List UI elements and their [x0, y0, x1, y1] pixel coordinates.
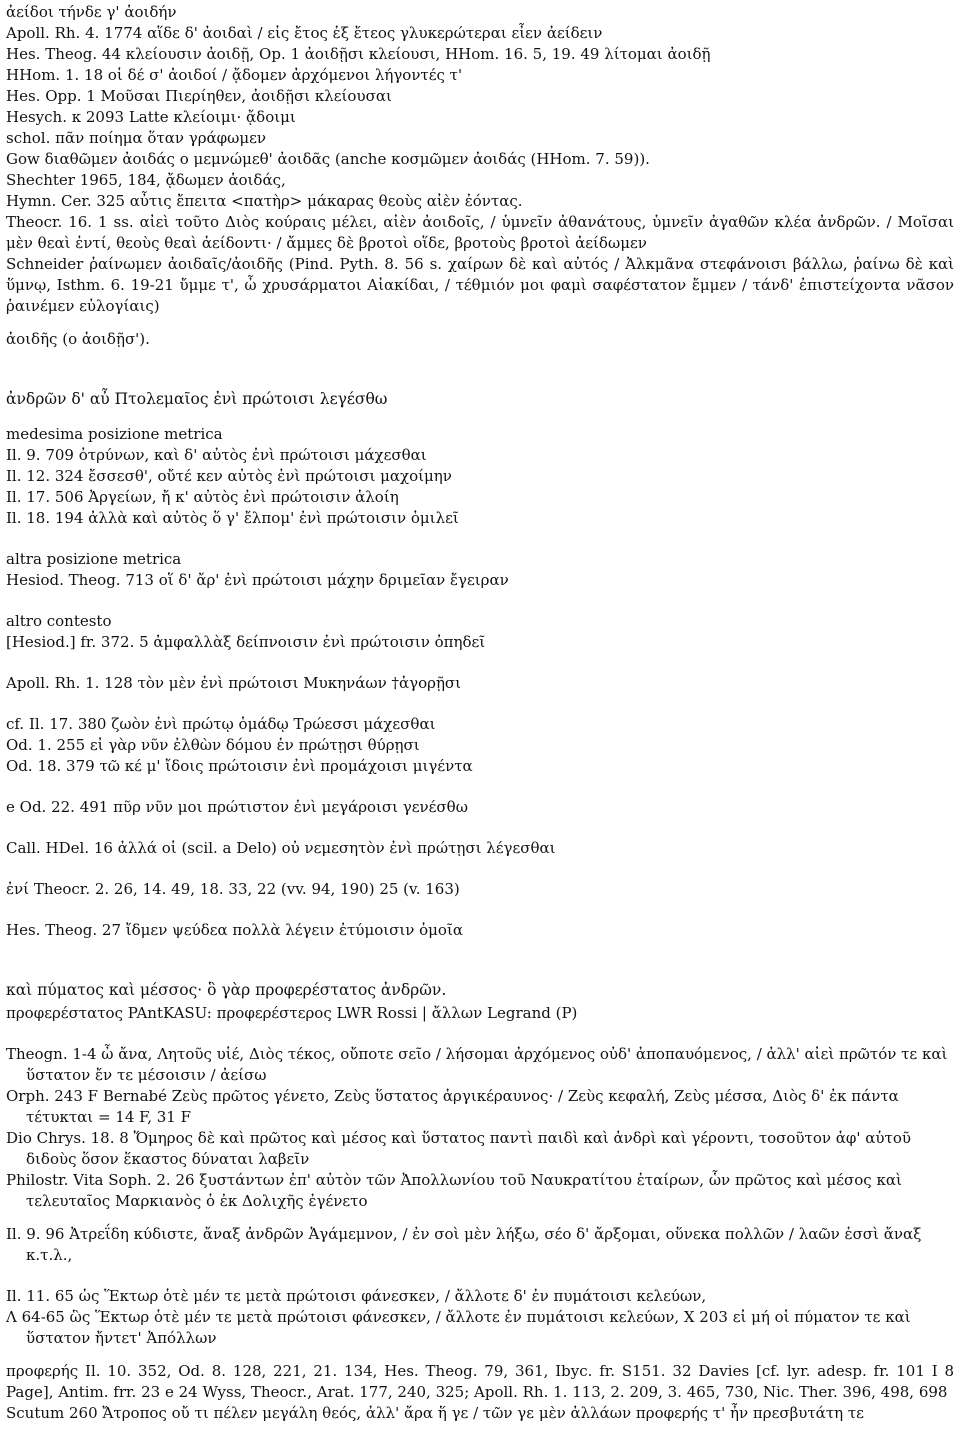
- citation-line: Od. 18. 379 τῶ κέ μ' ἴδοις πρώτοισιν ἐνὶ προμάχοισι μιγέντα: [6, 757, 473, 775]
- citation-line: Shechter 1965, 184, ᾄδωμεν ἀοιδάς,: [6, 171, 286, 189]
- citation-line: Hes. Theog. 44 κλείουσιν ἀοιδῇ, Op. 1 ἀοιδῇσι κλείουσι, HHom. 16. 5, 19. 49 λίτομαι ἀοιδῇ: [6, 45, 711, 63]
- citation-line: Apoll. Rh. 1. 128 τὸν μὲν ἐνὶ πρώτοισι Μυκηνάων †ἀγορῇσι: [6, 674, 462, 692]
- citation-line: cf. Il. 17. 380 ζωὸν ἐνὶ πρώτῳ ὁμάδῳ Τρώεσσι μάχεσθαι: [6, 715, 436, 733]
- citation-line: ἐνί Theocr. 2. 26, 14. 49, 18. 33, 22 (vv. 94, 190) 25 (v. 163): [6, 880, 460, 898]
- citation-paragraph: Theocr. 16. 1 ss. αἰεὶ τοῦτο Διὸς κούραις μέλει, αἰὲν ἀοιδοῖς, / ὑμνεῖν ἀθανάτους, ὑμνεῖν ἀγαθῶν κλέα ἀνδρῶν. / Μοῖσαι μὲν θεαὶ ἐντί, θεοὺς θεαὶ ἀείδοντι· / ἄμμες δὲ βροτοὶ οἵδε, βροτοὺς βροτοὶ ἀείδωμεν: [6, 213, 954, 252]
- section-label: altro contesto: [6, 612, 112, 630]
- citation-line: Apoll. Rh. 4. 1774 αἵδε δ' ἀοιδαὶ / εἰς ἔτος ἐξ ἔτεος γλυκερώτεραι εἶεν ἀείδειν: [6, 24, 603, 42]
- section-label: altra posizione metrica: [6, 550, 182, 568]
- lemma-line: ἀείδοι τήνδε γ' ἀοιδήν: [6, 3, 177, 21]
- citation-line: Il. 11. 65 ὡς Ἕκτωρ ὁτὲ μέν τε μετὰ πρώτοισι φάνεσκεν, / ἄλλοτε δ' ἐν πυμάτοισι κελεύων,: [6, 1287, 707, 1305]
- citation-line: Il. 9. 709 ὀτρύνων, καὶ δ' αὐτὸς ἐνὶ πρώτοισι μάχεσθαι: [6, 446, 427, 464]
- citation-paragraph: Philostr. Vita Soph. 2. 26 ξυστάντων ἐπ' αὐτὸν τῶν Ἀπολλωνίου τοῦ Ναυκρατίτου ἑταίρων, ὧν πρῶτος καὶ μέσος καὶ τελευταῖος Μαρκιανὸς ὁ ἐκ Δολιχῆς ἐγένετο: [6, 1171, 902, 1210]
- section-label: medesima posizione metrica: [6, 425, 223, 443]
- lemma-verse: καὶ πύματος καὶ μέσσος· ὃ γὰρ προφερέστατος ἀνδρῶν.: [6, 981, 447, 999]
- variant-note: ἀοιδῆς (o ἀοιδῇσ').: [6, 330, 150, 348]
- apparatus-note: προφερέστατος PAntKASU: προφερέστερος LWR Rossi | ἄλλων Legrand (P): [6, 1004, 578, 1022]
- citation-line: schol. πᾶν ποίημα ὅταν γράφωμεν: [6, 129, 267, 147]
- citation-line: Il. 17. 506 Ἀργείων, ἤ κ' αὐτὸς ἐνὶ πρώτοισιν ἁλοίη: [6, 488, 399, 506]
- citation-line: Hymn. Cer. 325 αὖτις ἔπειτα <πατὴρ> μάκαρας θεοὺς αἰὲν ἐόντας.: [6, 192, 523, 210]
- citation-line: Hes. Opp. 1 Μοῦσαι Πιερίηθεν, ἀοιδῇσι κλείουσαι: [6, 87, 392, 105]
- citation-line: Call. HDel. 16 ἀλλά οἱ (scil. a Delo) οὐ νεμεσητὸν ἐνὶ πρώτῃσι λέγεσθαι: [6, 839, 556, 857]
- citation-paragraph: Theogn. 1-4 ὦ ἄνα, Λητοῦς υἱέ, Διὸς τέκος, οὔποτε σεῖο / λήσομαι ἀρχόμενος οὐδ' ἀποπαυόμενος, / ἀλλ' αἰεὶ πρῶτόν τε καὶ ὕστατον ἔν τε μέσοισιν / ἀείσω: [6, 1045, 948, 1084]
- citation-line: Hesych. κ 2093 Latte κλείοιμι· ᾄδοιμι: [6, 108, 296, 126]
- citation-paragraph: Schneider ῥαίνωμεν ἀοιδαῖς/ἀοιδῆς (Pind. Pyth. 8. 56 s. χαίρων δὲ καὶ αὐτός / Ἀλκμᾶνα στεφάνοισι βάλλω, ῥαίνω δὲ καὶ ὕμνῳ, Isthm. 6. 19-21 ὔμμε τ', ὦ χρυσάρματοι Αἰακίδαι, / τέθμιόν μοι φαμὶ σαφέστατον ἔμμεν / τάνδ' ἐπιστείχοντα νᾶσον ῥαινέμεν εὐλογίαις): [6, 255, 954, 315]
- citation-line: Gow διαθῶμεν ἀοιδάς o μεμνώμεθ' ἀοιδᾶς (anche κοσμῶμεν ἀοιδάς (HHom. 7. 59)).: [6, 150, 650, 168]
- citation-line: Hesiod. Theog. 713 οἵ δ' ἄρ' ἐνὶ πρώτοισι μάχην δριμεῖαν ἔγειραν: [6, 571, 509, 589]
- citation-line: Hes. Theog. 27 ἴδμεν ψεύδεα πολλὰ λέγειν ἐτύμοισιν ὁμοῖα: [6, 921, 463, 939]
- citation-paragraph: Orph. 243 F Bernabé Ζεὺς πρῶτος γένετο, Ζεὺς ὕστατος ἀργικέραυνος· / Ζεὺς κεφαλή, Ζεὺς μέσσα, Διὸς δ' ἐκ πάντα τέτυκται = 14 F, 31 F: [6, 1087, 899, 1126]
- citation-line: Il. 18. 194 ἀλλὰ καὶ αὐτὸς ὅ γ' ἔλπομ' ἐνὶ πρώτοισιν ὁμιλεῖ: [6, 509, 459, 527]
- citation-line: e Od. 22. 491 πῦρ νῦν μοι πρώτιστον ἐνὶ μεγάροισι γενέσθω: [6, 798, 468, 816]
- citation-paragraph: Λ 64-65 ὣς Ἕκτωρ ὁτὲ μέν τε μετὰ πρώτοισι φάνεσκεν, / ἄλλοτε ἐν πυμάτοισι κελεύων, Χ 203 εἰ μή οἱ πύματον τε καὶ ὕστατον ἤντετ' Ἀπόλλων: [6, 1308, 911, 1347]
- citation-paragraph: Il. 9. 96 Ἀτρεΐδη κύδιστε, ἄναξ ἀνδρῶν Ἀγάμεμνον, / ἐν σοὶ μὲν λήξω, σέο δ' ἄρξομαι, οὕνεκα πολλῶν / λαῶν ἐσσὶ ἄναξ κ.τ.λ.,: [6, 1225, 922, 1264]
- citation-line: [Hesiod.] fr. 372. 5 ἀμφαλλὰξ δείπνοισιν ἐνὶ πρώτοισιν ὀπηδεῖ: [6, 633, 486, 651]
- lemma-verse: ἀνδρῶν δ' αὖ Πτολεμαῖος ἐνὶ πρώτοισι λεγέσθω: [6, 390, 388, 408]
- citation-line: Scutum 260 Ἄτροπος οὔ τι πέλεν μεγάλη θεός, ἀλλ' ἄρα ἥ γε / τῶν γε μὲν ἀλλάων προφερής τ' ἦν πρεσβυτάτη τε: [6, 1404, 864, 1422]
- citation-line: Od. 1. 255 εἰ γὰρ νῦν ἐλθὼν δόμου ἐν πρώτῃσι θύρῃσι: [6, 736, 420, 754]
- commentary-page: [6, 2, 954, 1424]
- citation-line: HHom. 1. 18 οἱ δέ σ' ἀοιδοί / ᾄδομεν ἀρχόμενοι λήγοντές τ': [6, 66, 463, 84]
- citation-paragraph: προφερής Il. 10. 352, Od. 8. 128, 221, 21. 134, Hes. Theog. 79, 361, Ibyc. fr. S151. 32 Davies [cf. lyr. adesp. fr. 101 I 8 Page], Antim. frr. 23 e 24 Wyss, Theocr., Arat. 177, 240, 325; Apoll. Rh. 1. 113, 2. 209, 3. 465, 730, Nic. Ther. 396, 498, 698: [6, 1362, 954, 1401]
- citation-paragraph: Dio Chrys. 18. 8 Ὅμηρος δὲ καὶ πρῶτος καὶ μέσος καὶ ὕστατος παντὶ παιδὶ καὶ ἀνδρὶ καὶ γέροντι, τοσοῦτον ἀφ' αὑτοῦ διδοὺς ὅσον ἕκαστος δύναται λαβεῖν: [6, 1129, 911, 1168]
- citation-line: Il. 12. 324 ἔσσεσθ', οὔτέ κεν αὐτὸς ἐνὶ πρώτοισι μαχοίμην: [6, 467, 452, 485]
